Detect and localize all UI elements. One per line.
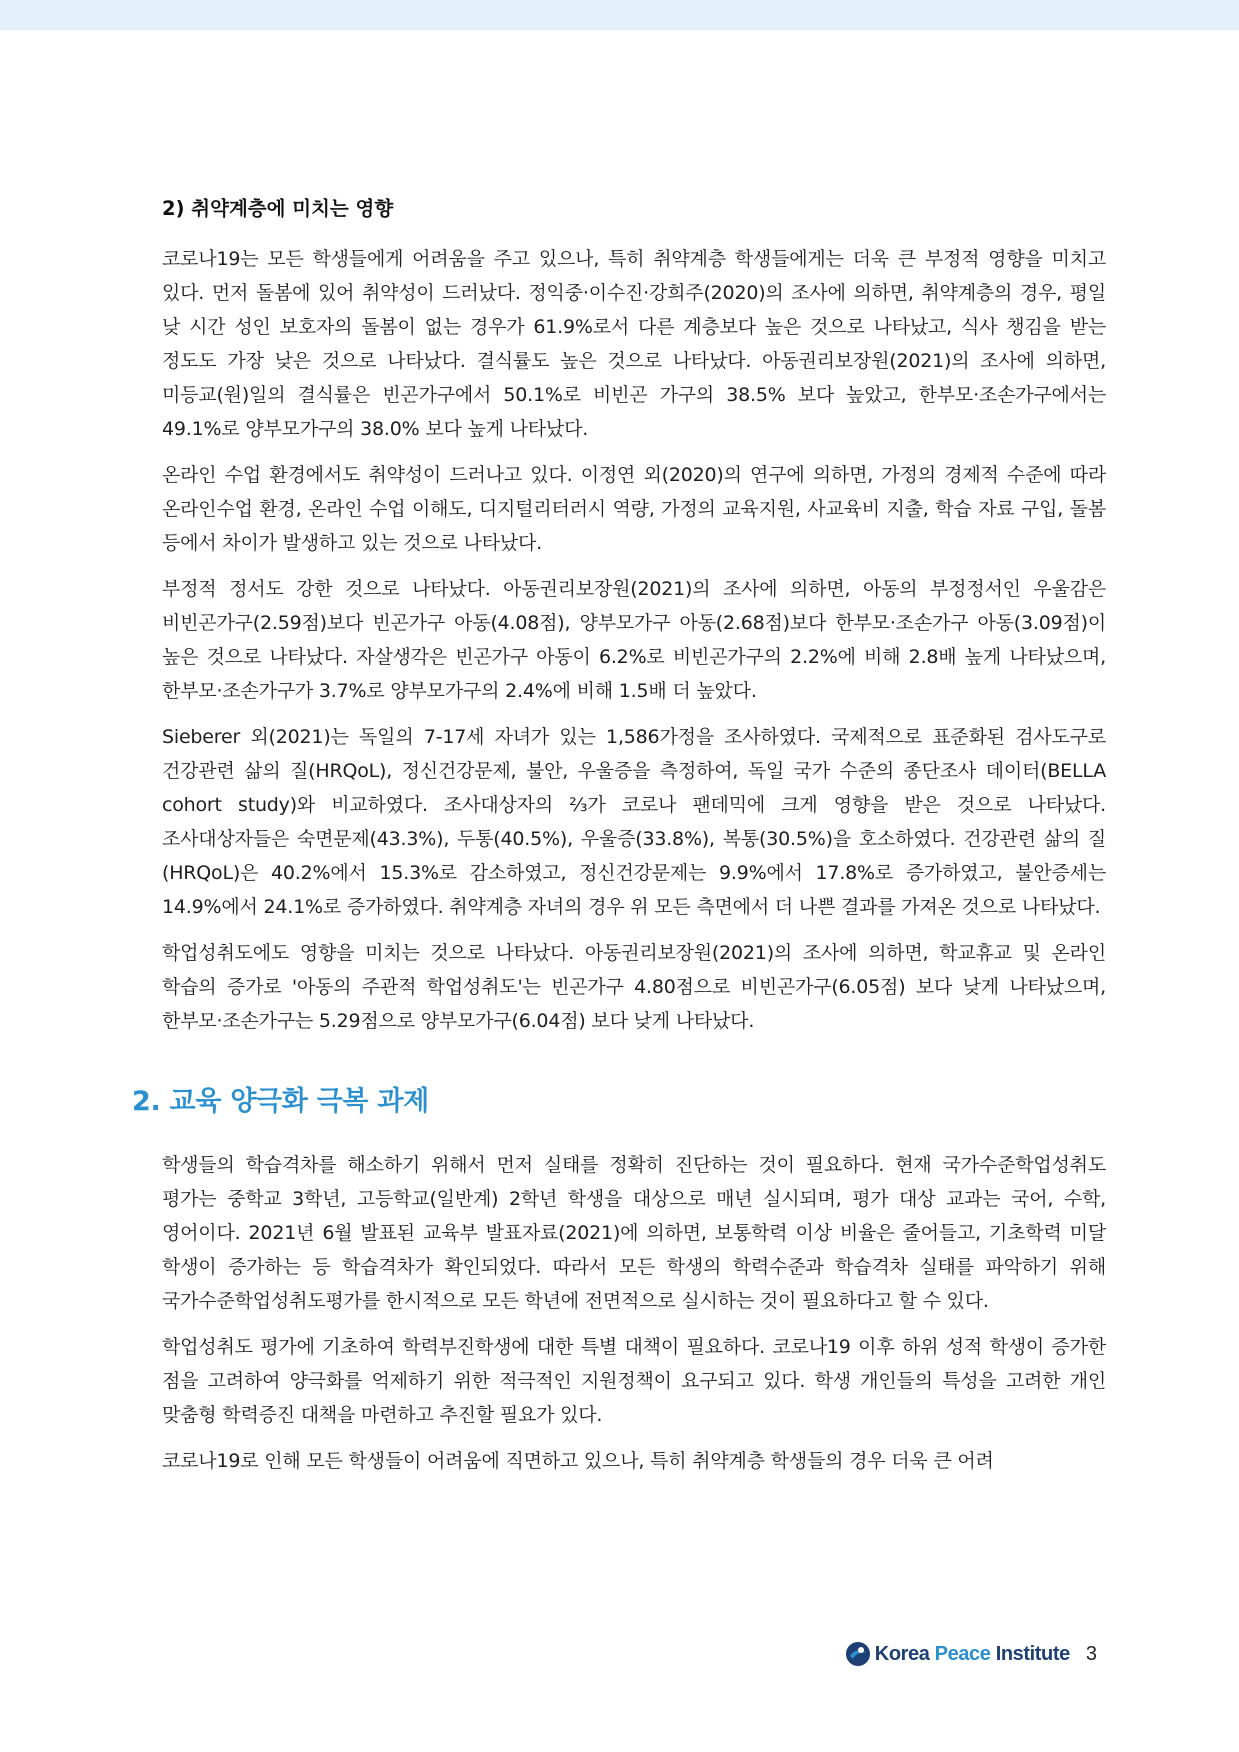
top-header-band (0, 0, 1239, 30)
page-footer (845, 1636, 1097, 1672)
body-paragraph: 부정적 정서도 강한 것으로 나타났다. 아동권리보장원(2021)의 조사에 의하면, 아동의 부정정서인 우울감은 비빈곤가구(2.59점)보다 빈곤가구 아동(4.08점), 양부모가구 아동(2.68점)보다 한부모·조손가구 아동(3.09점)이 높은 것으로 나타났다. 자살생각은 빈곤가구 아동이 6.2%로 비빈곤가구의 2.2%에 비해 2.8배 높게 나타났으며, 한부모·조손가구가 3.7%로 양부모가구의 2.4%에 비해 1.5배 더 높았다. (162, 578, 1106, 702)
brand-peace: Peace (934, 1642, 991, 1665)
brand-institute: Institute (995, 1642, 1070, 1665)
section-title: 2. 교육 양극화 극복 과제 (132, 1086, 429, 1117)
brand-korea: Korea (874, 1642, 930, 1665)
page-number: 3 (1085, 1642, 1097, 1665)
subsection-title: 2) 취약계층에 미치는 영향 (162, 197, 394, 220)
body-paragraph: Sieberer 외(2021)는 독일의 7-17세 자녀가 있는 1,586가정을 조사하였다. 국제적으로 표준화된 검사도구로 건강관련 삶의 질(HRQoL), 정신건강문제, 불안, 우울증을 측정하여, 독일 국가 수준의 종단조사 데이터(BELLA cohort study)와 비교하였다. 조사대상자의 ⅔가 코로나 팬데믹에 크게 영향을 받은 것으로 나타났다. 조사대상자들은 숙면문제(43.3%), 두통(40.5%), 우울증(33.8%), 복통(30.5%)을 호소하였다. 건강관련 삶의 질(HRQoL)은 40.2%에서 15.3%로 감소하였고, 정신건강문제는 9.9%에서 17.8%로 증가하였고, 불안증세는 14.9%에서 24.1%로 증가하였다. 취약계층 자녀의 경우 위 모든 측면에서 더 나쁜 결과를 가져온 것으로 나타났다. (162, 726, 1106, 918)
footer-brand (875, 1643, 1070, 1666)
korea-peace-institute-logo-icon (845, 1641, 871, 1667)
body-paragraph: 코로나19로 인해 모든 학생들이 어려움에 직면하고 있으나, 특히 취약계층 학생들의 경우 더욱 큰 어려 (162, 1450, 994, 1472)
page-content (132, 192, 1106, 1490)
body-paragraph: 학업성취도에도 영향을 미치는 것으로 나타났다. 아동권리보장원(2021)의 조사에 의하면, 학교휴교 및 온라인 학습의 증가로 '아동의 주관적 학업성취도'는 빈곤가구 4.80점으로 비빈곤가구(6.05점) 보다 낮게 나타났으며, 한부모·조손가구는 5.29점으로 양부모가구(6.04점) 보다 낮게 나타났다. (162, 942, 1106, 1032)
body-paragraph: 학업성취도 평가에 기초하여 학력부진학생에 대한 특별 대책이 필요하다. 코로나19 이후 하위 성적 학생이 증가한 점을 고려하여 양극화를 억제하기 위한 적극적인 지원정책이 요구되고 있다. 학생 개인들의 특성을 고려한 개인 맞춤형 학력증진 대책을 마련하고 추진할 필요가 있다. (162, 1336, 1106, 1426)
body-paragraph: 학생들의 학습격차를 해소하기 위해서 먼저 실태를 정확히 진단하는 것이 필요하다. 현재 국가수준학업성취도 평가는 중학교 3학년, 고등학교(일반계) 2학년 학생을 대상으로 매년 실시되며, 평가 대상 교과는 국어, 수학, 영어이다. 2021년 6월 발표된 교육부 발표자료(2021)에 의하면, 보통학력 이상 비율은 줄어들고, 기초학력 미달 학생이 증가하는 등 학습격차가 확인되었다. 따라서 모든 학생의 학력수준과 학습격차 실태를 파악하기 위해 국가수준학업성취도평가를 한시적으로 모든 학년에 전면적으로 실시하는 것이 필요하다고 할 수 있다. (162, 1154, 1106, 1312)
body-paragraph: 코로나19는 모든 학생들에게 어려움을 주고 있으나, 특히 취약계층 학생들에게는 더욱 큰 부정적 영향을 미치고 있다. 먼저 돌봄에 있어 취약성이 드러났다. 정익중·이수진·강희주(2020)의 조사에 의하면, 취약계층의 경우, 평일 낮 시간 성인 보호자의 돌봄이 없는 경우가 61.9%로서 다른 계층보다 높은 것으로 나타났고, 식사 챙김을 받는 정도도 가장 낮은 것으로 나타났다. 결식률도 높은 것으로 나타났다. 아동권리보장원(2021)의 조사에 의하면, 미등교(원)일의 결식률은 빈곤가구에서 50.1%로 비빈곤 가구의 38.5% 보다 높았고, 한부모·조손가구에서는 49.1%로 양부모가구의 38.0% 보다 높게 나타났다. (162, 248, 1106, 440)
body-paragraph: 온라인 수업 환경에서도 취약성이 드러나고 있다. 이정연 외(2020)의 연구에 의하면, 가정의 경제적 수준에 따라 온라인수업 환경, 온라인 수업 이해도, 디지털리터러시 역량, 가정의 교육지원, 사교육비 지출, 학습 자료 구입, 돌봄 등에서 차이가 발생하고 있는 것으로 나타났다. (162, 464, 1106, 554)
